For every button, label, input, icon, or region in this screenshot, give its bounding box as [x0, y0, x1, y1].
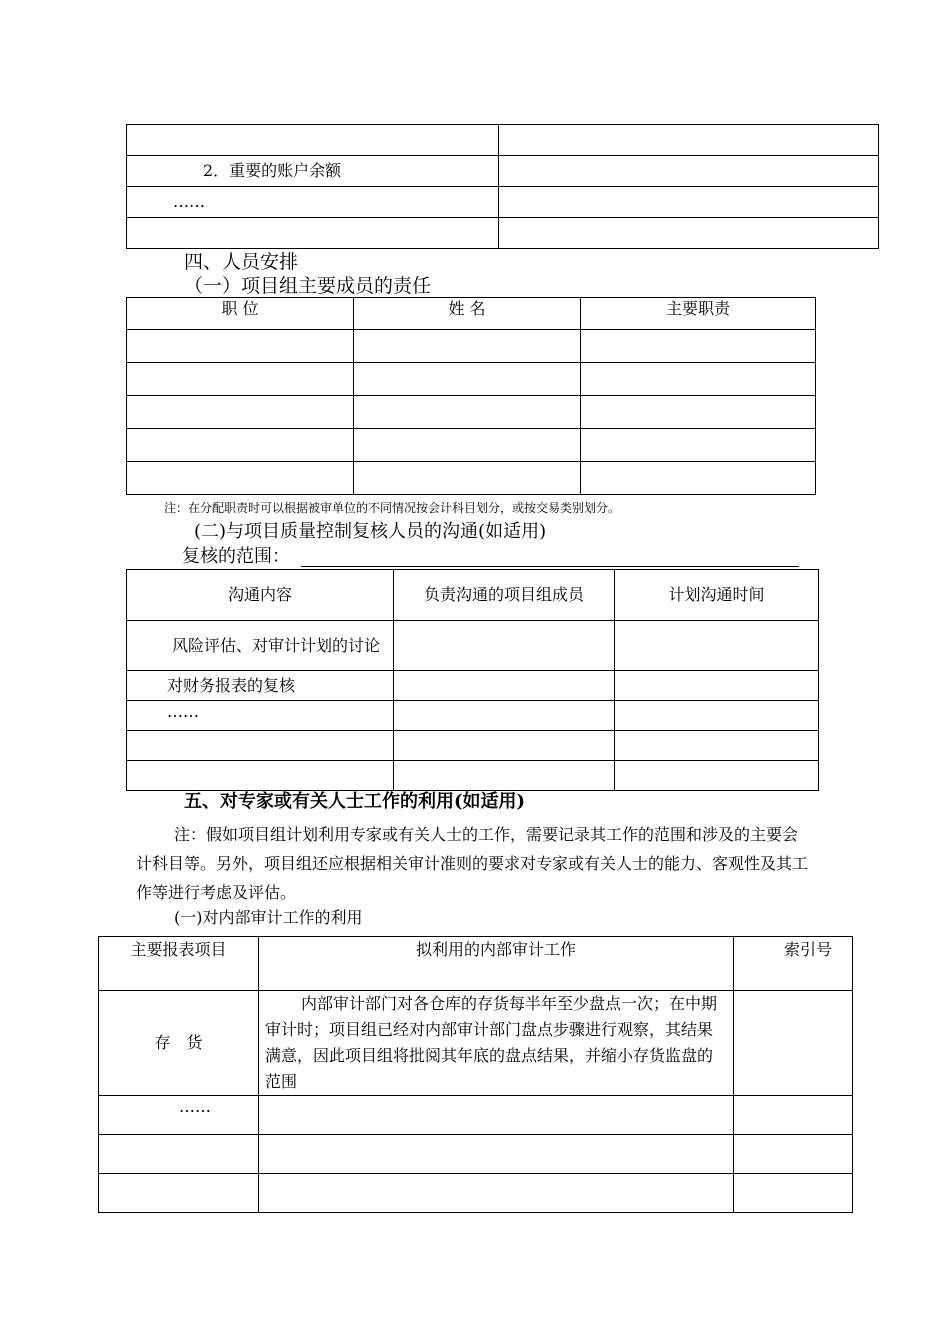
scope-underline — [301, 566, 799, 567]
table-cell — [394, 671, 615, 701]
table-cell — [127, 218, 499, 249]
table-cell — [259, 1174, 734, 1213]
table-row — [127, 671, 819, 701]
table-cell: 内部审计部门对各仓库的存货每半年至少盘点一次；在中期审计时；项目组已经对内部审计部门盘点步骤进行观察，其结果满意，因此项目组将批阅其年底的盘点结果，并缩小存货监盘的范围 — [259, 991, 734, 1096]
table-cell — [581, 462, 816, 495]
members-table — [126, 297, 816, 495]
table-cell — [734, 1174, 853, 1213]
table-row — [99, 1096, 853, 1135]
table-row — [127, 218, 879, 249]
table-cell — [615, 701, 819, 731]
section-4-heading: 四、人员安排 — [184, 251, 299, 273]
table-cell — [354, 330, 581, 363]
internal-audit-table — [98, 936, 853, 1213]
table-cell — [615, 671, 819, 701]
table-row — [127, 701, 819, 731]
table-cell — [99, 1135, 259, 1174]
table-row — [127, 125, 879, 156]
balances-table — [126, 124, 879, 249]
section-4-sub2-heading: (二)与项目质量控制复核人员的沟通(如适用) — [194, 521, 547, 542]
table-cell — [581, 396, 816, 429]
header-comm-content: 沟通内容 — [127, 570, 394, 621]
header-name: 姓 名 — [354, 298, 581, 330]
table-cell — [734, 1135, 853, 1174]
table-cell — [499, 187, 879, 218]
table-cell — [499, 218, 879, 249]
table-cell — [581, 429, 816, 462]
table-cell — [127, 761, 394, 791]
header-position: 职 位 — [127, 298, 354, 330]
table-cell — [259, 1096, 734, 1135]
header-duties: 主要职责 — [581, 298, 816, 330]
table-cell: 对财务报表的复核 — [127, 671, 394, 701]
table-row — [127, 330, 816, 363]
table-row — [127, 187, 879, 218]
table-cell — [499, 156, 879, 187]
members-note: 注：在分配职责时可以根据被审单位的不同情况按会计科目划分，或按交易类别划分。 — [164, 501, 621, 515]
table-cell — [127, 363, 354, 396]
table-cell — [127, 731, 394, 761]
table-cell — [615, 621, 819, 671]
table-cell: …… — [127, 701, 394, 731]
table-cell — [734, 1096, 853, 1135]
table-cell: 风险评估、对审计计划的讨论 — [127, 621, 394, 671]
table-row — [127, 429, 816, 462]
table-cell — [354, 396, 581, 429]
table-row — [127, 761, 819, 791]
table-cell — [581, 330, 816, 363]
table-cell — [394, 731, 615, 761]
header-comm-time: 计划沟通时间 — [615, 570, 819, 621]
table-cell — [734, 991, 853, 1096]
table-row — [127, 363, 816, 396]
table-cell — [354, 363, 581, 396]
table-cell: 存 货 — [99, 991, 259, 1096]
header-comm-member: 负责沟通的项目组成员 — [394, 570, 615, 621]
section-5-heading: 五、对专家或有关人士工作的利用(如适用) — [184, 791, 526, 812]
table-header-row — [127, 298, 816, 330]
table-cell — [581, 363, 816, 396]
table-cell: 2．重要的账户余额 — [127, 156, 499, 187]
table-cell — [259, 1135, 734, 1174]
table-cell: …… — [127, 187, 499, 218]
header-index-no: 索引号 — [734, 937, 853, 991]
table-row — [127, 621, 819, 671]
table-header-row — [127, 570, 819, 621]
table-cell — [99, 1174, 259, 1213]
section-5-note: 注：假如项目组计划利用专家或有关人士的工作，需要记录其工作的范围和涉及的主要会计科目等。另外，项目组还应根据相关审计准则的要求对专家或有关人士的能力、客观性及其工作等进行考虑及评估。 — [136, 825, 809, 902]
table-row — [99, 1174, 853, 1213]
table-row — [99, 991, 853, 1096]
table-row — [127, 396, 816, 429]
table-cell — [127, 429, 354, 462]
table-cell — [615, 731, 819, 761]
table-cell — [499, 125, 879, 156]
table-cell — [127, 462, 354, 495]
table-cell — [394, 621, 615, 671]
communication-table — [126, 569, 819, 791]
table-row — [127, 156, 879, 187]
section-4-sub1-heading: （一）项目组主要成员的责任 — [184, 275, 432, 297]
scope-label: 复核的范围： — [182, 546, 290, 567]
table-row — [127, 731, 819, 761]
table-cell — [127, 396, 354, 429]
table-cell — [127, 125, 499, 156]
table-cell: …… — [99, 1096, 259, 1135]
table-cell — [615, 761, 819, 791]
table-cell — [394, 701, 615, 731]
table-row — [127, 462, 816, 495]
table-cell — [394, 761, 615, 791]
table-cell — [127, 330, 354, 363]
table-header-row — [99, 937, 853, 991]
header-internal-audit-work: 拟利用的内部审计工作 — [259, 937, 734, 991]
header-report-item: 主要报表项目 — [99, 937, 259, 991]
table-cell — [354, 462, 581, 495]
section-5-sub1-heading: (一)对内部审计工作的利用 — [174, 908, 363, 927]
table-cell — [354, 429, 581, 462]
table-row — [99, 1135, 853, 1174]
